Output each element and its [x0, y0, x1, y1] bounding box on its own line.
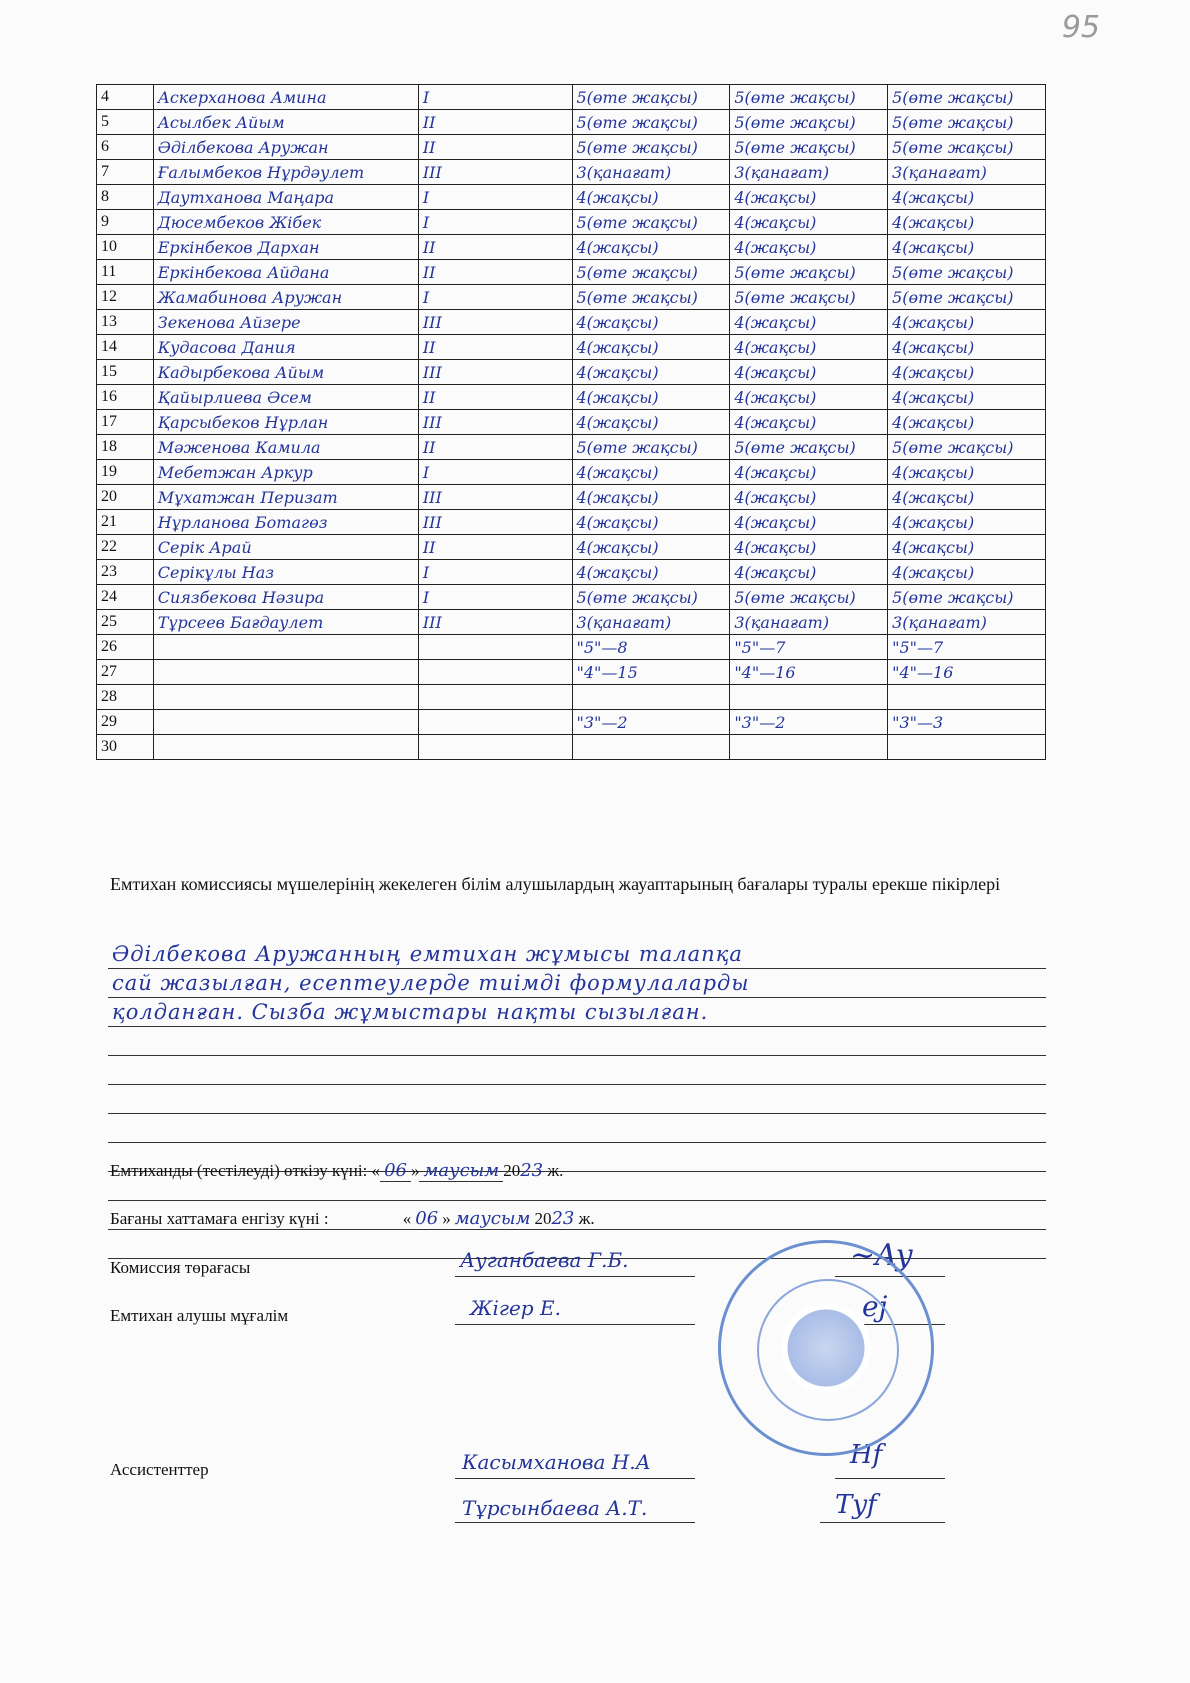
row-number-cell: 5 — [97, 110, 154, 135]
student-name-cell: Қайырлиева Әсем — [153, 385, 418, 410]
student-name-cell: Аскерханова Амина — [153, 85, 418, 110]
student-level-cell — [418, 710, 572, 735]
student-name-cell: Дюсембеков Жібек — [153, 210, 418, 235]
opinion-line — [108, 1114, 1046, 1143]
row-number-cell: 11 — [97, 260, 154, 285]
entry-year-suffix: ж. — [578, 1209, 595, 1228]
grade-3-cell: "3"—3 — [888, 710, 1046, 735]
student-level-cell: I — [418, 560, 572, 585]
grade-1-cell: "3"—2 — [572, 710, 730, 735]
row-number-cell: 15 — [97, 360, 154, 385]
grade-1-cell: 4(жақсы) — [572, 535, 730, 560]
grade-3-cell: 4(жақсы) — [888, 335, 1046, 360]
grade-2-cell: "3"—2 — [730, 710, 888, 735]
grade-1-cell: 4(жақсы) — [572, 460, 730, 485]
student-level-cell: I — [418, 285, 572, 310]
row-number-cell: 25 — [97, 610, 154, 635]
row-number-cell: 24 — [97, 585, 154, 610]
student-name-cell: Тұрсеев Бағдаулет — [153, 610, 418, 635]
assistant-2-signature: Tyf — [835, 1490, 877, 1520]
student-level-cell: I — [418, 585, 572, 610]
table-row — [97, 560, 1046, 585]
table-row — [97, 160, 1046, 185]
row-number-cell: 10 — [97, 235, 154, 260]
entry-day: 06 — [411, 1208, 442, 1230]
grade-1-cell: 4(жақсы) — [572, 235, 730, 260]
grade-3-cell: "5"—7 — [888, 635, 1046, 660]
entry-year-prefix: 20 — [534, 1209, 552, 1228]
grade-2-cell: 4(жақсы) — [730, 485, 888, 510]
grade-3-cell: 4(жақсы) — [888, 535, 1046, 560]
grade-2-cell: 4(жақсы) — [730, 535, 888, 560]
grade-2-cell: 4(жақсы) — [730, 185, 888, 210]
student-level-cell — [418, 735, 572, 760]
student-level-cell: III — [418, 485, 572, 510]
assistant-2-name: Тұрсынбаева А.Т. — [462, 1496, 648, 1520]
teacher-name: Жігер Е. — [470, 1296, 561, 1320]
row-number-cell: 30 — [97, 735, 154, 760]
exam-year-suffix: ж. — [547, 1161, 564, 1180]
student-level-cell: II — [418, 110, 572, 135]
grade-3-cell: 4(жақсы) — [888, 360, 1046, 385]
grade-1-cell: 4(жақсы) — [572, 560, 730, 585]
grade-3-cell: 4(жақсы) — [888, 485, 1046, 510]
grade-3-cell: 3(қанағат) — [888, 160, 1046, 185]
student-level-cell: II — [418, 335, 572, 360]
opinion-line — [108, 998, 1046, 1027]
teacher-label: Емтихан алушы мұғалім — [110, 1306, 289, 1325]
grade-1-cell: 4(жақсы) — [572, 360, 730, 385]
grade-3-cell: "4"—16 — [888, 660, 1046, 685]
grade-2-cell: 4(жақсы) — [730, 335, 888, 360]
student-level-cell: II — [418, 535, 572, 560]
student-level-cell: III — [418, 310, 572, 335]
grade-3-cell: 5(өте жақсы) — [888, 585, 1046, 610]
grade-1-cell: 4(жақсы) — [572, 485, 730, 510]
grade-3-cell: 4(жақсы) — [888, 410, 1046, 435]
grade-3-cell: 3(қанағат) — [888, 610, 1046, 635]
row-number-cell: 14 — [97, 335, 154, 360]
grade-3-cell: 5(өте жақсы) — [888, 260, 1046, 285]
opinion-line-text: Әділбекова Аружанның емтихан жұмысы талапқа — [112, 942, 743, 966]
student-name-cell: Мұхатжан Перизат — [153, 485, 418, 510]
row-number-cell: 28 — [97, 685, 154, 710]
exam-date-row: Емтиханды (тестілеуді) өткізу күні: « 06 » маусым 2023 ж. — [110, 1160, 564, 1181]
student-name-cell: Мебетжан Аркур — [153, 460, 418, 485]
table-row — [97, 735, 1046, 760]
grade-2-cell: 3(қанағат) — [730, 610, 888, 635]
grade-3-cell: 5(өте жақсы) — [888, 110, 1046, 135]
row-number-cell: 20 — [97, 485, 154, 510]
row-number-cell: 16 — [97, 385, 154, 410]
table-row — [97, 310, 1046, 335]
grade-2-cell: 4(жақсы) — [730, 210, 888, 235]
row-number-cell: 4 — [97, 85, 154, 110]
table-row — [97, 585, 1046, 610]
student-level-cell: II — [418, 260, 572, 285]
row-number-cell: 27 — [97, 660, 154, 685]
student-level-cell: III — [418, 360, 572, 385]
table-row — [97, 85, 1046, 110]
grade-3-cell: 4(жақсы) — [888, 210, 1046, 235]
grade-2-cell: 3(қанағат) — [730, 160, 888, 185]
grade-2-cell: 5(өте жақсы) — [730, 135, 888, 160]
teacher-name-line — [455, 1324, 695, 1325]
grade-1-cell: 4(жақсы) — [572, 310, 730, 335]
opinion-line — [108, 969, 1046, 998]
student-level-cell: I — [418, 185, 572, 210]
table-row — [97, 510, 1046, 535]
opinion-line — [108, 1085, 1046, 1114]
grade-1-cell: 5(өте жақсы) — [572, 260, 730, 285]
row-number-cell: 12 — [97, 285, 154, 310]
assistant-1-name: Касымханова Н.А — [462, 1450, 651, 1474]
exam-day: 06 — [380, 1160, 411, 1182]
opinion-line — [108, 940, 1046, 969]
grade-2-cell: 5(өте жақсы) — [730, 260, 888, 285]
student-name-cell: Серікұлы Наз — [153, 560, 418, 585]
student-level-cell: I — [418, 85, 572, 110]
table-row — [97, 635, 1046, 660]
opinion-line-text: қолданған. Сызба жұмыстары нақты сызылған. — [112, 1000, 709, 1024]
chair-name: Ауганбаева Г.Б. — [460, 1248, 629, 1272]
student-name-cell: Еркінбекова Айдана — [153, 260, 418, 285]
row-number-cell: 26 — [97, 635, 154, 660]
grade-1-cell: 4(жақсы) — [572, 335, 730, 360]
student-name-cell — [153, 685, 418, 710]
student-name-cell: Әділбекова Аружан — [153, 135, 418, 160]
grade-3-cell: 4(жақсы) — [888, 460, 1046, 485]
grade-2-cell: 5(өте жақсы) — [730, 435, 888, 460]
table-row — [97, 685, 1046, 710]
grade-2-cell: 4(жақсы) — [730, 560, 888, 585]
row-number-cell: 6 — [97, 135, 154, 160]
grade-2-cell: "4"—16 — [730, 660, 888, 685]
entry-month: маусым — [451, 1208, 535, 1230]
official-seal-stamp — [718, 1240, 934, 1456]
grade-1-cell: "4"—15 — [572, 660, 730, 685]
student-name-cell: Серік Арай — [153, 535, 418, 560]
entry-date-label: Бағаны хаттамаға енгізу күні : — [110, 1209, 329, 1228]
entry-date-row: Бағаны хаттамаға енгізу күні : « 06 » маусым 2023 ж. — [110, 1208, 595, 1229]
student-name-cell: Кудасова Дания — [153, 335, 418, 360]
grade-3-cell: 5(өте жақсы) — [888, 285, 1046, 310]
table-row — [97, 235, 1046, 260]
grade-1-cell: 5(өте жақсы) — [572, 210, 730, 235]
student-name-cell — [153, 660, 418, 685]
grade-2-cell — [730, 685, 888, 710]
row-number-cell: 13 — [97, 310, 154, 335]
opinion-line-text: сай жазылған, есептеулерде тиімді формулаларды — [112, 971, 750, 995]
student-level-cell: II — [418, 435, 572, 460]
table-row — [97, 610, 1046, 635]
chair-signature: ~Ay — [850, 1238, 913, 1273]
grade-2-cell: 4(жақсы) — [730, 410, 888, 435]
grade-1-cell: 3(қанағат) — [572, 610, 730, 635]
grade-3-cell — [888, 735, 1046, 760]
exam-year-prefix: 20 — [503, 1161, 521, 1180]
grade-2-cell: 5(өте жақсы) — [730, 110, 888, 135]
grades-table — [96, 84, 1046, 760]
table-row — [97, 210, 1046, 235]
grade-1-cell: 5(өте жақсы) — [572, 135, 730, 160]
grade-1-cell: 5(өте жақсы) — [572, 435, 730, 460]
exam-year: 23 — [520, 1160, 544, 1181]
exam-date-label: Емтиханды (тестілеуді) өткізу күні: « — [110, 1161, 381, 1180]
table-row — [97, 360, 1046, 385]
grade-2-cell: 5(өте жақсы) — [730, 285, 888, 310]
row-number-cell: 22 — [97, 535, 154, 560]
student-level-cell: II — [418, 135, 572, 160]
student-name-cell: Нұрланова Ботагөз — [153, 510, 418, 535]
student-level-cell — [418, 635, 572, 660]
grade-3-cell: 5(өте жақсы) — [888, 435, 1046, 460]
row-number-cell: 8 — [97, 185, 154, 210]
row-number-cell: 7 — [97, 160, 154, 185]
student-level-cell: III — [418, 410, 572, 435]
grade-1-cell — [572, 735, 730, 760]
student-name-cell: Сиязбекова Нәзира — [153, 585, 418, 610]
grade-2-cell: 4(жақсы) — [730, 460, 888, 485]
grade-3-cell: 4(жақсы) — [888, 235, 1046, 260]
grade-2-cell: 4(жақсы) — [730, 310, 888, 335]
student-name-cell: Еркінбеков Дархан — [153, 235, 418, 260]
opinion-line — [108, 1056, 1046, 1085]
grade-2-cell: "5"—7 — [730, 635, 888, 660]
row-number-cell: 23 — [97, 560, 154, 585]
grade-1-cell: 3(қанағат) — [572, 160, 730, 185]
student-level-cell: III — [418, 510, 572, 535]
student-name-cell: Мәженова Камила — [153, 435, 418, 460]
chair-label: Комиссия төрағасы — [110, 1258, 251, 1277]
page-number: 95 — [1061, 10, 1100, 45]
grade-3-cell: 4(жақсы) — [888, 510, 1046, 535]
grade-1-cell: 4(жақсы) — [572, 185, 730, 210]
state-emblem-icon — [781, 1303, 871, 1393]
student-level-cell: II — [418, 235, 572, 260]
student-name-cell: Зекенова Айзере — [153, 310, 418, 335]
student-name-cell — [153, 635, 418, 660]
grade-3-cell: 4(жақсы) — [888, 310, 1046, 335]
assistants-label: Ассистенттер — [110, 1460, 209, 1479]
student-name-cell: Ғалымбеков Нұрдәулет — [153, 160, 418, 185]
grade-2-cell: 4(жақсы) — [730, 360, 888, 385]
student-level-cell: III — [418, 610, 572, 635]
table-row — [97, 260, 1046, 285]
grade-1-cell: 4(жақсы) — [572, 410, 730, 435]
table-row — [97, 435, 1046, 460]
assistant-1-signature: Hf — [850, 1440, 883, 1470]
table-row — [97, 660, 1046, 685]
table-row — [97, 535, 1046, 560]
grade-3-cell: 4(жақсы) — [888, 385, 1046, 410]
grade-1-cell: 5(өте жақсы) — [572, 585, 730, 610]
grade-3-cell — [888, 685, 1046, 710]
student-name-cell: Қарсыбеков Нұрлан — [153, 410, 418, 435]
grade-1-cell: 5(өте жақсы) — [572, 110, 730, 135]
grade-1-cell: 4(жақсы) — [572, 510, 730, 535]
grade-2-cell: 4(жақсы) — [730, 510, 888, 535]
table-row — [97, 410, 1046, 435]
table-row — [97, 110, 1046, 135]
table-row — [97, 285, 1046, 310]
row-number-cell: 19 — [97, 460, 154, 485]
student-name-cell — [153, 735, 418, 760]
assistant-2-line — [455, 1522, 695, 1523]
row-number-cell: 9 — [97, 210, 154, 235]
opinion-line — [108, 1027, 1046, 1056]
row-number-cell: 17 — [97, 410, 154, 435]
grade-1-cell: "5"—8 — [572, 635, 730, 660]
student-name-cell: Кадырбекова Айым — [153, 360, 418, 385]
grade-3-cell: 5(өте жақсы) — [888, 85, 1046, 110]
student-level-cell — [418, 685, 572, 710]
grade-1-cell: 5(өте жақсы) — [572, 285, 730, 310]
table-row — [97, 385, 1046, 410]
grade-3-cell: 4(жақсы) — [888, 185, 1046, 210]
grade-2-cell: 4(жақсы) — [730, 385, 888, 410]
student-name-cell: Жамабинова Аружан — [153, 285, 418, 310]
teacher-signature: ej — [862, 1290, 888, 1323]
grade-1-cell: 5(өте жақсы) — [572, 85, 730, 110]
grade-1-cell: 4(жақсы) — [572, 385, 730, 410]
exam-month: маусым — [419, 1160, 503, 1182]
student-level-cell: I — [418, 210, 572, 235]
grade-3-cell: 5(өте жақсы) — [888, 135, 1046, 160]
student-name-cell — [153, 710, 418, 735]
student-level-cell: I — [418, 460, 572, 485]
assistant-1-signature-line — [835, 1478, 945, 1479]
chair-name-line — [455, 1276, 695, 1277]
grade-2-cell: 4(жақсы) — [730, 235, 888, 260]
student-name-cell: Даутханова Маңара — [153, 185, 418, 210]
grade-2-cell: 5(өте жақсы) — [730, 85, 888, 110]
assistant-1-line — [455, 1478, 695, 1479]
row-number-cell: 18 — [97, 435, 154, 460]
opinion-title: Емтихан комиссиясы мүшелерінің жекелеген білім алушылардың жауаптарының бағалары туралы ерекше пікірлері — [110, 874, 1001, 894]
row-number-cell: 21 — [97, 510, 154, 535]
student-level-cell — [418, 660, 572, 685]
assistant-2-signature-line — [820, 1522, 945, 1523]
table-row — [97, 185, 1046, 210]
table-row — [97, 335, 1046, 360]
grade-2-cell — [730, 735, 888, 760]
student-level-cell: II — [418, 385, 572, 410]
grade-1-cell — [572, 685, 730, 710]
table-row — [97, 135, 1046, 160]
student-level-cell: III — [418, 160, 572, 185]
student-name-cell: Асылбек Айым — [153, 110, 418, 135]
entry-year: 23 — [551, 1208, 575, 1229]
table-row — [97, 485, 1046, 510]
table-row — [97, 460, 1046, 485]
grade-2-cell: 5(өте жақсы) — [730, 585, 888, 610]
table-row — [97, 710, 1046, 735]
grade-3-cell: 4(жақсы) — [888, 560, 1046, 585]
row-number-cell: 29 — [97, 710, 154, 735]
